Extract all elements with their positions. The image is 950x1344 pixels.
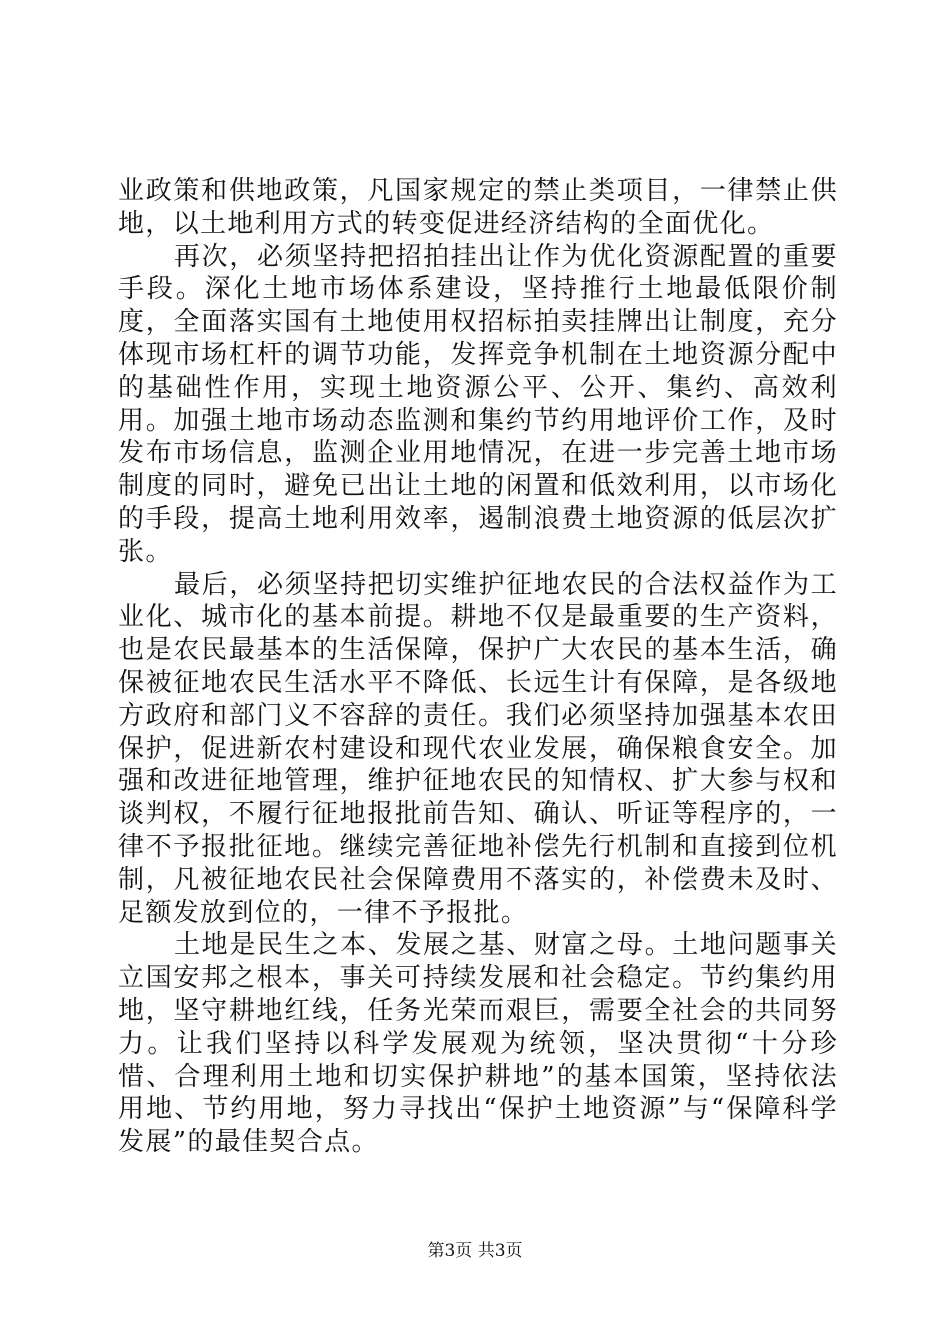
paragraph-2: 再次，必须坚持把招拍挂出让作为优化资源配置的重要手段。深化土地市场体系建设，坚持推行土地最低限价制度，全面落实国有土地使用权招标拍卖挂牌出让制度，充分体现市场杠杆的调节功能，发挥竞争机制在土地资源分配中的基础性作用，实现土地资源公平、公开、集约、高效利用。加强土地市场动态监测和集约节约用地评价工作，及时发布市场信息，监测企业用地情况，在进一步完善土地市场制度的同时，避免已出让土地的闲置和低效利用，以市场化的手段，提高土地利用效率，遏制浪费土地资源的低层次扩张。 xyxy=(118,241,838,567)
paragraph-1: 业政策和供地政策，凡国家规定的禁止类项目，一律禁止供地，以土地利用方式的转变促进经济结构的全面优化。 xyxy=(118,176,838,239)
paragraph-4: 土地是民生之本、发展之基、财富之母。土地问题事关立国安邦之根本，事关可持续发展和社会稳定。节约集约用地，坚守耕地红线，任务光荣而艰巨，需要全社会的共同努力。让我们坚持以科学发展观为统领，坚决贯彻“十分珍惜、合理利用土地和切实保护耕地”的基本国策，坚持依法用地、节约用地，努力寻找出“保护土地资源”与“保障科学发展”的最佳契合点。 xyxy=(118,930,838,1158)
paragraph-3: 最后，必须坚持把切实维护征地农民的合法权益作为工业化、城市化的基本前提。耕地不仅是最重要的生产资料，也是农民最基本的生活保障，保护广大农民的基本生活，确保被征地农民生活水平不降低、长远生计有保障，是各级地方政府和部门义不容辞的责任。我们必须坚持加强基本农田保护，促进新农村建设和现代农业发展，确保粮食安全。加强和改进征地管理，维护征地农民的知情权、扩大参与权和谈判权，不履行征地报批前告知、确认、听证等程序的，一律不予报批征地。继续完善征地补偿先行机制和直接到位机制，凡被征地农民社会保障费用不落实的，补偿费未及时、足额发放到位的，一律不予报批。 xyxy=(118,569,838,928)
document-body xyxy=(118,175,838,1159)
page-number-footer: 第3页 共3页 xyxy=(427,1241,523,1261)
